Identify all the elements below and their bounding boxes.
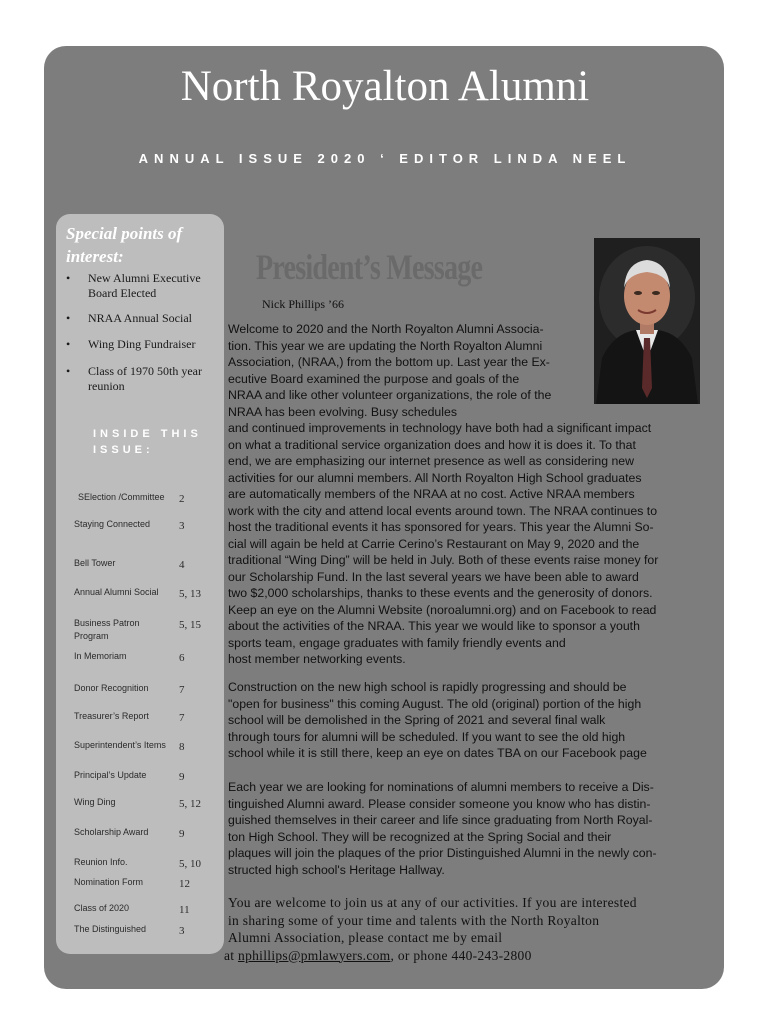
text-line: tinguished Alumni award. Please consider someone you know who has distin- [228,796,651,811]
article-paragraph-construction [228,679,713,762]
special-points-heading: Special points of interest: [66,224,183,266]
text-line: Alumni Association, please contact me by email [228,930,503,945]
toc-page: 3 [179,520,185,532]
toc-page: 4 [179,559,185,571]
toc-page: 3 [179,925,185,937]
text-line: "open for business" this coming August. The old (original) portion of the high [228,696,642,711]
toc-page: 5, 12 [179,798,201,810]
toc-page: 5, 15 [179,619,201,631]
toc-label: Staying Connected [74,519,151,529]
toc-label: Reunion Info. [74,857,128,867]
text-line: work with the city and attend local events around town. The NRAA continues to [228,503,658,518]
toc-label: Wing Ding [74,797,116,807]
toc-page: 8 [179,741,185,753]
text-line: Welcome to 2020 and the North Royalton Alumni Associa- [228,322,544,336]
toc-page: 5, 13 [179,588,201,600]
article-heading: President’s Message [256,247,483,287]
toc-label: Scholarship Award [74,827,149,837]
text-line: activities for our alumni members. All North Royalton High School graduates [228,470,642,485]
text-line: on what a traditional service organization does and how it is does it. To that [228,437,636,452]
special-point-text: Wing Ding Fundraiser [88,337,196,351]
text-line: structed high school's Heritage Hallway. [228,862,445,877]
toc-label: SElection /Committee [78,492,165,502]
bullet-icon: • [66,364,71,378]
text-line: host member networking events. [228,652,406,666]
toc-label: Business Patron Program [74,618,140,641]
bullet-icon: • [66,337,71,351]
toc-label: Nomination Form [74,877,144,887]
text-line: end, we are emphasizing our internet presence as well as considering new [228,454,635,468]
masthead-subtitle: ANNUAL ISSUE 2020 ‘ EDITOR LINDA NEEL [138,151,632,166]
toc-label: Donor Recognition [74,683,149,693]
inside-this-issue-heading: INSIDE THIS ISSUE: [93,428,202,456]
text-line: NRAA has been evolving. Busy schedules [228,404,457,419]
bullet-icon: • [66,271,71,285]
article-paragraph-contact [224,894,723,964]
toc-label: Treasurer’s Report [74,711,149,721]
toc-label: Principal’s Update [74,770,147,780]
toc-page: 7 [179,684,185,696]
text-line: school will be demolished in the Spring of 2021 and several final walk [228,713,606,727]
toc-page: 7 [179,712,185,724]
text-line: about the activities of the NRAA. This year we would like to sponsor a youth [228,619,640,633]
text-line: sports team, engage graduates with family friendly events and [228,635,566,650]
contact-prefix: at [224,947,239,963]
contact-phone: , or phone 440-243-2800 [390,947,532,963]
text-line: tion. This year we are updating the North Royalton Alumni [228,338,543,353]
text-line: You are welcome to join us at any of our activities. If you are interested [228,895,637,910]
toc-page: 5, 10 [179,858,201,870]
toc-page: 12 [179,878,190,890]
text-line: Each year we are looking for nominations of alumni members to receive a Dis- [228,780,654,794]
text-line: school while it is still there, keep an eye on dates TBA on our Facebook page [228,746,647,760]
text-line: plaques will join the plaques of the prior Distinguished Alumni in the newly con- [228,846,657,860]
text-line: are automatically members of the NRAA at no cost. Active NRAA members [228,487,635,501]
bullet-icon: • [66,311,71,325]
text-line: Keep an eye on the Alumni Website (noroalumni.org) and on Facebook to read [228,602,657,617]
text-line: two $2,000 scholarships, thanks to these events and the generosity of donors. [228,586,653,600]
text-line: guished themselves in their career and life since graduating from North Royal- [228,813,653,827]
article-byline: Nick Phillips ’66 [262,297,345,311]
text-line: Association, (NRAA,) from the bottom up. Last year the Ex- [228,355,550,369]
article-paragraph-welcome [228,321,713,668]
toc-label: Bell Tower [74,558,116,568]
text-line: cial will again be held at Carrie Cerino’s Restaurant on May 9, 2020 and the [228,536,640,551]
toc-page: 9 [179,771,185,783]
toc-label: Annual Alumni Social [74,587,159,597]
text-line: ecutive Board examined the purpose and goals of the [228,371,520,386]
masthead-title: North Royalton Alumni [180,63,590,110]
toc-label: Class of 2020 [74,903,130,913]
text-line: and continued improvements in technology have both had a significant impact [228,421,652,435]
special-point-text: Class of 1970 50th year reunion [88,364,202,393]
text-line: ton High School. They will be recognized at the Spring Social and their [228,829,612,844]
email-link[interactable]: nphillips@pmlawyers.com [238,947,391,963]
toc-label: In Memoriam [74,651,127,661]
toc-page: 9 [179,828,185,840]
text-line: host the traditional events it has sponsored for years. This year the Alumni So- [228,520,654,534]
contact-line [224,947,723,965]
special-point-text: NRAA Annual Social [88,311,192,325]
toc-page: 2 [179,493,185,505]
text-line: through tours for alumni will be scheduled. If you want to see the old high [228,729,626,744]
special-point-text: New Alumni Executive Board Elected [88,271,201,300]
text-line: NRAA and like other volunteer organizations, the role of the [228,388,552,402]
toc-page: 11 [179,904,190,916]
toc-label: The Distinguished [74,924,147,934]
text-line: traditional “Wing Ding” will be held in July. Both of these events raise money for [228,553,659,567]
text-line: our Scholarship Fund. In the last several years we have been able to award [228,569,639,584]
article-paragraph-nominations [228,779,713,878]
text-line: in sharing some of your time and talents with the North Royalton [228,912,600,928]
toc-label: Superintendent’s Items [74,740,166,750]
toc-page: 6 [179,652,185,664]
text-line: Construction on the new high school is rapidly progressing and should be [228,680,627,694]
